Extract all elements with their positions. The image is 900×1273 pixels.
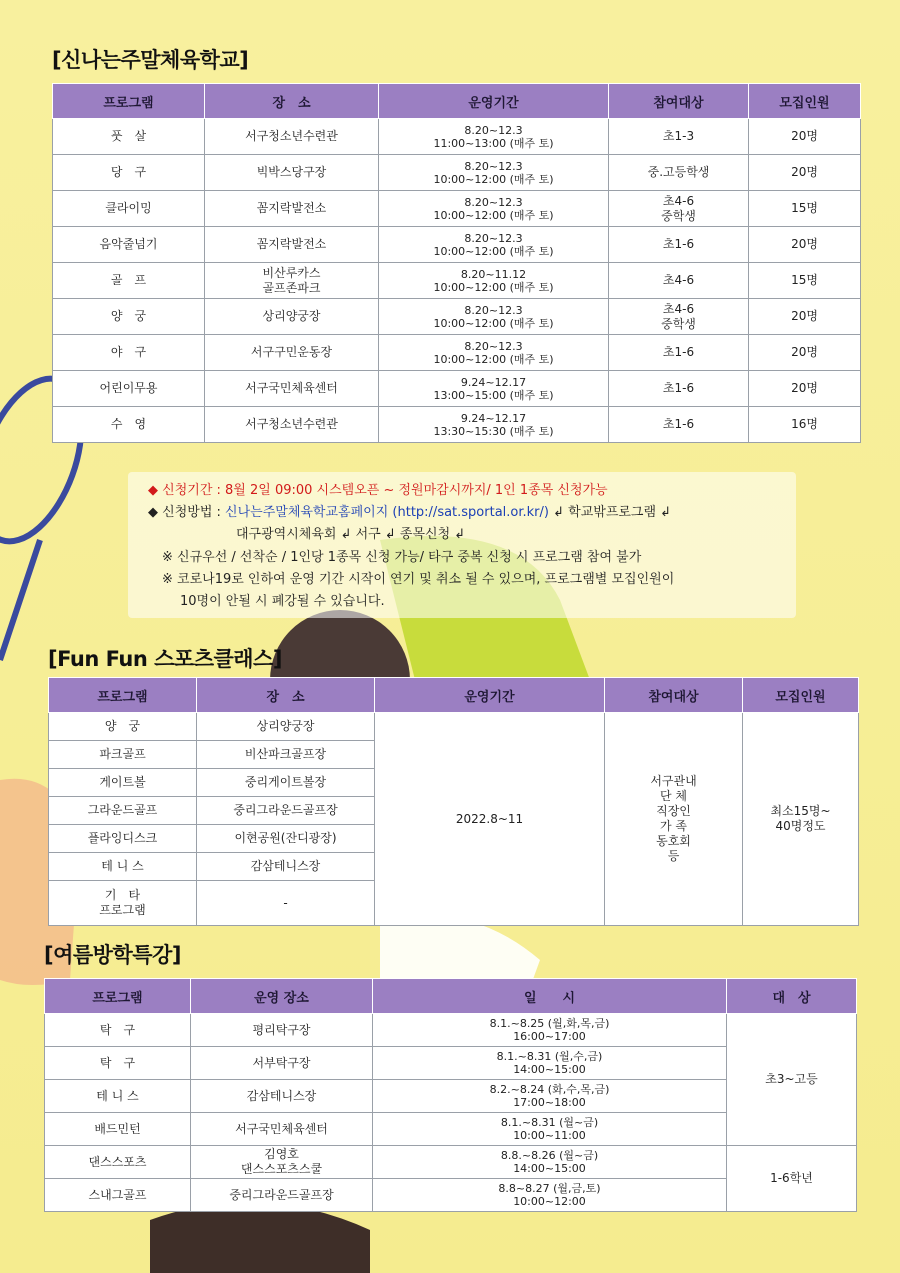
notice-rule: ※ 신규우선 / 선착순 / 1인당 1종목 신청 가능/ 타구 중복 신청 시 프로그램 참여 불가 xyxy=(162,550,642,565)
period-cell-hours: 10:00~12:00 (매주 토) xyxy=(433,208,554,222)
program-cell: 배드민턴 xyxy=(45,1113,191,1146)
bullet-icon: ◆ xyxy=(148,505,158,520)
period-cell-dates: 9.24~12.17 xyxy=(460,375,527,389)
table-row xyxy=(49,713,859,741)
period-cell-dates: 9.24~12.17 xyxy=(460,411,527,425)
target-cell: 초1-3 xyxy=(609,119,749,155)
header-place: 장 소 xyxy=(205,84,379,119)
header-target: 대 상 xyxy=(727,979,857,1014)
target-cell: 서구관내 단 체 직장인 가 족 동호회 등 xyxy=(605,713,743,926)
notice-period: ◆ 신청기간 : 8월 2일 09:00 시스템오픈 ~ 정원마감시까지/ 1인 1종목 신청가능 xyxy=(148,483,608,498)
section-title-fun-sports: [Fun Fun 스포츠클래스] xyxy=(48,647,282,671)
target-cell: 초1-6 xyxy=(609,227,749,263)
time-cell-hours: 17:00~18:00 xyxy=(513,1096,586,1109)
application-notice xyxy=(128,472,796,618)
place-cell: 서구국민체육센터 xyxy=(205,371,379,407)
target-cell: 중.고등학생 xyxy=(609,155,749,191)
period-cell xyxy=(379,191,609,227)
time-cell-dates: 8.1.~8.31 (월,수,금) xyxy=(496,1050,603,1063)
place-cell: 감삼테니스장 xyxy=(197,853,375,881)
time-cell xyxy=(373,1179,727,1212)
header-count: 모집인원 xyxy=(749,84,861,119)
notice-covid-cont: 10명이 안될 시 폐강될 수 있습니다. xyxy=(180,594,385,609)
time-cell xyxy=(373,1080,727,1113)
table-row xyxy=(53,407,861,443)
table-row xyxy=(53,263,861,299)
target-cell: 초4-6 중학생 xyxy=(609,191,749,227)
header-program: 프로그램 xyxy=(45,979,191,1014)
table-row xyxy=(53,299,861,335)
period-cell xyxy=(379,371,609,407)
program-cell: 음악줄넘기 xyxy=(53,227,205,263)
table-header-row xyxy=(53,84,861,119)
table-row xyxy=(53,371,861,407)
place-cell: 서구국민체육센터 xyxy=(191,1113,373,1146)
target-cell: 초1-6 xyxy=(609,407,749,443)
period-cell-hours: 11:00~13:00 (매주 토) xyxy=(433,136,554,150)
header-count: 모집인원 xyxy=(743,678,859,713)
period-cell xyxy=(379,119,609,155)
time-cell-hours: 10:00~11:00 xyxy=(513,1129,586,1142)
place-cell: 꼼지락발전소 xyxy=(205,227,379,263)
place-cell: 서구청소년수련관 xyxy=(205,119,379,155)
program-cell: 양 궁 xyxy=(49,713,197,741)
time-cell xyxy=(373,1047,727,1080)
period-cell-dates: 8.20~12.3 xyxy=(464,303,523,317)
header-target: 참여대상 xyxy=(605,678,743,713)
table-row xyxy=(45,1146,857,1179)
place-cell: 빅박스당구장 xyxy=(205,155,379,191)
period-cell-dates: 8.20~12.3 xyxy=(464,231,523,245)
table-row xyxy=(53,227,861,263)
place-cell: 평리탁구장 xyxy=(191,1014,373,1047)
place-cell: 중리그라운드골프장 xyxy=(191,1179,373,1212)
program-cell: 스내그골프 xyxy=(45,1179,191,1212)
program-cell: 플라잉디스크 xyxy=(49,825,197,853)
target-cell: 초4-6 중학생 xyxy=(609,299,749,335)
header-period: 운영기간 xyxy=(375,678,605,713)
program-cell: 파크골프 xyxy=(49,741,197,769)
header-program: 프로그램 xyxy=(53,84,205,119)
program-cell: 당 구 xyxy=(53,155,205,191)
summer-class-table xyxy=(44,978,857,1212)
period-cell xyxy=(379,227,609,263)
program-cell: 야 구 xyxy=(53,335,205,371)
weekend-school-table xyxy=(52,83,861,443)
bullet-icon: ◆ xyxy=(148,483,158,498)
period-cell xyxy=(379,335,609,371)
period-cell-hours: 10:00~12:00 (매주 토) xyxy=(433,316,554,330)
count-cell: 20명 xyxy=(749,227,861,263)
target-cell: 초3~고등 xyxy=(727,1014,857,1146)
header-place: 장 소 xyxy=(197,678,375,713)
header-target: 참여대상 xyxy=(609,84,749,119)
count-cell: 20명 xyxy=(749,371,861,407)
period-cell-dates: 8.20~12.3 xyxy=(464,159,523,173)
count-cell: 20명 xyxy=(749,119,861,155)
table-row xyxy=(53,191,861,227)
program-cell: 댄스스포츠 xyxy=(45,1146,191,1179)
target-cell: 초4-6 xyxy=(609,263,749,299)
program-cell: 골 프 xyxy=(53,263,205,299)
time-cell-dates: 8.1.~8.31 (월~금) xyxy=(500,1116,599,1129)
period-cell-dates: 8.20~11.12 xyxy=(460,267,527,281)
place-cell: 감삼테니스장 xyxy=(191,1080,373,1113)
place-cell: 중리게이트볼장 xyxy=(197,769,375,797)
count-cell: 20명 xyxy=(749,299,861,335)
period-cell-hours: 10:00~12:00 (매주 토) xyxy=(433,172,554,186)
target-cell: 초1-6 xyxy=(609,371,749,407)
time-cell-hours: 14:00~15:00 xyxy=(513,1063,586,1076)
period-cell xyxy=(379,299,609,335)
place-cell: 서구청소년수련관 xyxy=(205,407,379,443)
period-cell xyxy=(379,155,609,191)
period-cell-hours: 10:00~12:00 (매주 토) xyxy=(433,244,554,258)
fun-sports-table xyxy=(48,677,859,926)
notice-covid: ※ 코로나19로 인하여 운영 기간 시작이 연기 및 취소 될 수 있으며, 프로그램별 모집인원이 xyxy=(162,572,675,587)
table-row xyxy=(53,119,861,155)
period-cell xyxy=(379,407,609,443)
program-cell: 수 영 xyxy=(53,407,205,443)
count-cell: 15명 xyxy=(749,263,861,299)
program-cell: 양 궁 xyxy=(53,299,205,335)
period-cell: 2022.8~11 xyxy=(375,713,605,926)
header-program: 프로그램 xyxy=(49,678,197,713)
place-cell: 서구구민운동장 xyxy=(205,335,379,371)
table-row xyxy=(45,1014,857,1047)
homepage-link[interactable]: 신나는주말체육학교홈페이지 (http://sat.sportal.or.kr/) xyxy=(225,505,549,520)
target-cell: 초1-6 xyxy=(609,335,749,371)
place-cell: 이현공원(잔디광장) xyxy=(197,825,375,853)
count-cell: 20명 xyxy=(749,335,861,371)
place-cell: 상리양궁장 xyxy=(205,299,379,335)
period-cell-hours: 13:00~15:00 (매주 토) xyxy=(433,388,554,402)
table-header-row xyxy=(49,678,859,713)
time-cell-dates: 8.8~8.27 (월,금,토) xyxy=(498,1182,601,1195)
section-title-summer-class: [여름방학특강] xyxy=(44,943,181,967)
place-cell: 김영호 댄스스포츠스쿨 xyxy=(191,1146,373,1179)
program-cell: 풋 살 xyxy=(53,119,205,155)
period-cell xyxy=(379,263,609,299)
program-cell: 게이트볼 xyxy=(49,769,197,797)
header-period: 운영기간 xyxy=(379,84,609,119)
table-header-row xyxy=(45,979,857,1014)
period-cell-hours: 10:00~12:00 (매주 토) xyxy=(433,280,554,294)
count-cell: 최소15명~ 40명정도 xyxy=(743,713,859,926)
header-time: 일 시 xyxy=(373,979,727,1014)
place-cell: 상리양궁장 xyxy=(197,713,375,741)
time-cell xyxy=(373,1146,727,1179)
time-cell xyxy=(373,1014,727,1047)
place-cell: 꼼지락발전소 xyxy=(205,191,379,227)
program-cell: 어린이무용 xyxy=(53,371,205,407)
program-cell: 테 니 스 xyxy=(45,1080,191,1113)
program-cell: 그라운드골프 xyxy=(49,797,197,825)
place-cell: 중리그라운드골프장 xyxy=(197,797,375,825)
program-cell: 테 니 스 xyxy=(49,853,197,881)
time-cell-hours: 16:00~17:00 xyxy=(513,1030,586,1043)
program-cell: 클라이밍 xyxy=(53,191,205,227)
time-cell-hours: 14:00~15:00 xyxy=(513,1162,586,1175)
period-cell-hours: 10:00~12:00 (매주 토) xyxy=(433,352,554,366)
target-cell: 1-6학년 xyxy=(727,1146,857,1212)
section-title-weekend-school: [신나는주말체육학교] xyxy=(52,48,249,72)
period-cell-dates: 8.20~12.3 xyxy=(464,195,523,209)
count-cell: 16명 xyxy=(749,407,861,443)
time-cell-dates: 8.2.~8.24 (화,수,목,금) xyxy=(489,1083,610,1096)
notice-method-path: 대구광역시체육회 ↲ 서구 ↲ 종목신청 ↲ xyxy=(236,527,466,542)
program-cell: 탁 구 xyxy=(45,1014,191,1047)
table-row xyxy=(53,335,861,371)
period-cell-dates: 8.20~12.3 xyxy=(464,123,523,137)
period-cell-hours: 13:30~15:30 (매주 토) xyxy=(433,424,554,438)
time-cell-dates: 8.8.~8.26 (월~금) xyxy=(500,1149,599,1162)
place-cell: 비산루카스 골프존파크 xyxy=(205,263,379,299)
count-cell: 20명 xyxy=(749,155,861,191)
place-cell: 서부탁구장 xyxy=(191,1047,373,1080)
program-cell: 탁 구 xyxy=(45,1047,191,1080)
place-cell: - xyxy=(197,881,375,926)
notice-method: ◆ 신청방법 : 신나는주말체육학교홈페이지 (http://sat.sportal.or.kr/) ↲ 학교밖프로그램 ↲ xyxy=(148,505,672,520)
time-cell-hours: 10:00~12:00 xyxy=(513,1195,586,1208)
place-cell: 비산파크골프장 xyxy=(197,741,375,769)
program-cell: 기 타 프로그램 xyxy=(49,881,197,926)
table-row xyxy=(53,155,861,191)
count-cell: 15명 xyxy=(749,191,861,227)
time-cell xyxy=(373,1113,727,1146)
time-cell-dates: 8.1.~8.25 (월,화,목,금) xyxy=(489,1017,610,1030)
header-place: 운영 장소 xyxy=(191,979,373,1014)
period-cell-dates: 8.20~12.3 xyxy=(464,339,523,353)
